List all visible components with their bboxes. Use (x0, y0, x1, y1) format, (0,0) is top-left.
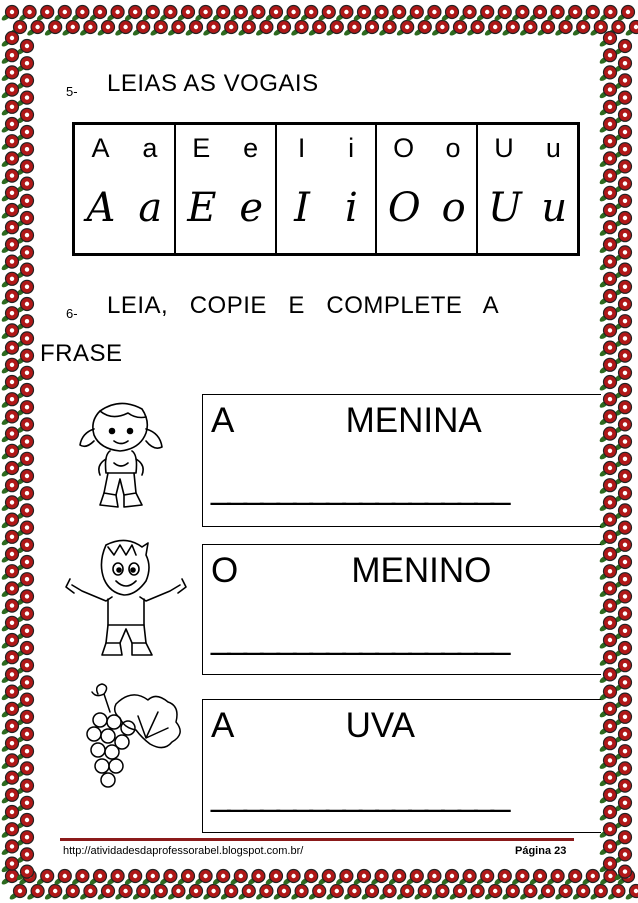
flower-ornament (176, 870, 194, 886)
grapes-drawing (76, 682, 194, 794)
flower-ornament (598, 238, 616, 254)
flower-ornament (132, 21, 150, 37)
flower-ornament (0, 462, 18, 478)
flower-ornament (176, 6, 194, 22)
flower-ornament (546, 6, 564, 22)
flower-ornament (159, 6, 177, 22)
flower-ornament (598, 806, 616, 822)
flower-ornament (598, 221, 616, 237)
flower-ornament (501, 885, 519, 901)
flower-ornament (554, 21, 572, 37)
vowel-cell-i (277, 125, 378, 253)
sentence-text: O MENINO (211, 551, 492, 590)
vowel-cell-e (176, 125, 277, 253)
flower-ornament (0, 444, 18, 460)
flower-ornament (0, 857, 18, 873)
flower-ornament (53, 6, 71, 22)
flower-ornament (581, 870, 599, 886)
flower-border-right (598, 0, 638, 903)
question-6-text-line1: LEIA, COPIE E COMPLETE A (107, 292, 500, 319)
flower-ornament (282, 6, 300, 22)
flower-ornament (0, 324, 18, 340)
flower-ornament (598, 341, 616, 357)
flower-ornament (0, 771, 18, 787)
flower-ornament (431, 885, 449, 901)
flower-ornament (598, 651, 616, 667)
writing-blank[interactable]: __________________ (211, 617, 508, 656)
flower-ornament (272, 21, 290, 37)
flower-ornament (493, 870, 511, 886)
vowel-upper: A (91, 133, 110, 163)
flower-ornament (0, 806, 18, 822)
flower-ornament (0, 479, 18, 495)
flower-ornament (0, 135, 18, 151)
flower-ornament (598, 771, 616, 787)
flower-ornament (229, 870, 247, 886)
flower-ornament (378, 885, 396, 901)
boy-drawing (62, 537, 190, 662)
flower-ornament (0, 393, 18, 409)
flower-ornament (564, 6, 582, 22)
flower-ornament (598, 788, 616, 804)
flower-ornament (370, 6, 388, 22)
flower-ornament (79, 21, 97, 37)
flower-ornament (440, 870, 458, 886)
flower-ornament (61, 885, 79, 901)
flower-ornament (598, 496, 616, 512)
flower-ornament (0, 358, 18, 374)
flower-ornament (598, 100, 616, 116)
flower-ornament (405, 870, 423, 886)
girl-drawing (70, 393, 170, 518)
flower-ornament (581, 6, 599, 22)
flower-ornament (598, 565, 616, 581)
flower-ornament (598, 720, 616, 736)
flower-ornament (255, 885, 273, 901)
flower-ornament (413, 885, 431, 901)
flower-ornament (0, 186, 18, 202)
flower-ornament (0, 582, 18, 598)
flower-ornament (405, 6, 423, 22)
flower-ornament (598, 66, 616, 82)
flower-ornament (598, 358, 616, 374)
flower-ornament (476, 870, 494, 886)
flower-ornament (0, 513, 18, 529)
vowel-cursive-lower: u (541, 185, 568, 231)
flower-ornament (132, 885, 150, 901)
flower-ornament (598, 118, 616, 134)
flower-ornament (317, 870, 335, 886)
flower-ornament (598, 444, 616, 460)
flower-ornament (598, 582, 616, 598)
flower-ornament (572, 885, 590, 901)
flower-ornament (325, 885, 343, 901)
flower-ornament (458, 6, 476, 22)
flower-ornament (466, 21, 484, 37)
flower-ornament (0, 788, 18, 804)
flower-ornament (598, 255, 616, 271)
flower-ornament (202, 885, 220, 901)
page-number: Página 23 (515, 845, 567, 857)
question-5-number: 5- (66, 84, 78, 99)
flower-ornament (546, 870, 564, 886)
flower-ornament (519, 21, 537, 37)
flower-ornament (282, 870, 300, 886)
footer-rule (60, 838, 574, 841)
flower-ornament (511, 6, 529, 22)
flower-ornament (564, 870, 582, 886)
flower-ornament (396, 885, 414, 901)
flower-ornament (598, 530, 616, 546)
flower-ornament (194, 6, 212, 22)
flower-ornament (370, 870, 388, 886)
flower-ornament (598, 307, 616, 323)
flower-ornament (360, 21, 378, 37)
flower-ornament (308, 21, 326, 37)
flower-ornament (598, 427, 616, 443)
vowel-lower: i (348, 133, 355, 163)
flower-ornament (0, 290, 18, 306)
flower-ornament (71, 870, 89, 886)
flower-ornament (0, 427, 18, 443)
flower-ornament (388, 6, 406, 22)
flower-ornament (264, 6, 282, 22)
flower-ornament (247, 870, 265, 886)
flower-border-left (0, 0, 40, 903)
flower-ornament (159, 870, 177, 886)
flower-ornament (598, 49, 616, 65)
flower-ornament (290, 21, 308, 37)
question-6-text-line2: FRASE (40, 340, 123, 367)
vowel-upper: U (494, 133, 514, 163)
flower-ornament (413, 21, 431, 37)
flower-ornament (167, 885, 185, 901)
vowel-lower: o (445, 133, 461, 163)
flower-ornament (598, 754, 616, 770)
flower-ornament (598, 376, 616, 392)
flower-ornament (0, 720, 18, 736)
footer-url[interactable]: http://atividadesdaprofessorabel.blogspot.com.br/ (63, 845, 304, 857)
flower-ornament (71, 6, 89, 22)
flower-ornament (0, 702, 18, 718)
flower-ornament (484, 21, 502, 37)
answer-box-grapes (202, 699, 601, 833)
flower-ornament (0, 376, 18, 392)
flower-ornament (0, 754, 18, 770)
flower-ornament (431, 21, 449, 37)
flower-ornament (255, 21, 273, 37)
flower-ornament (149, 885, 167, 901)
vowel-upper: I (297, 133, 306, 163)
flower-ornament (598, 548, 616, 564)
flower-ornament (0, 100, 18, 116)
flower-ornament (440, 6, 458, 22)
flower-ornament (0, 599, 18, 615)
flower-ornament (458, 870, 476, 886)
question-5-text: LEIAS AS VOGAIS (107, 70, 319, 97)
vowel-cursive-lower: a (138, 185, 163, 231)
flower-ornament (88, 6, 106, 22)
flower-ornament (0, 204, 18, 220)
flower-ornament (493, 6, 511, 22)
flower-ornament (308, 885, 326, 901)
flower-ornament (300, 870, 318, 886)
flower-ornament (598, 32, 616, 48)
flower-ornament (0, 152, 18, 168)
flower-ornament (598, 479, 616, 495)
flower-ornament (44, 885, 62, 901)
flower-ornament (0, 496, 18, 512)
flower-ornament (528, 6, 546, 22)
flower-ornament (300, 6, 318, 22)
writing-blank[interactable]: __________________ (211, 774, 508, 813)
flower-ornament (124, 6, 142, 22)
flower-ornament (0, 634, 18, 650)
flower-ornament (220, 21, 238, 37)
flower-ornament (0, 685, 18, 701)
flower-ornament (212, 6, 230, 22)
vowel-cursive-lower: i (345, 185, 358, 231)
flower-ornament (598, 152, 616, 168)
flower-ornament (536, 885, 554, 901)
flower-ornament (598, 616, 616, 632)
vowel-cell-u (478, 125, 577, 253)
vowel-cursive-upper: O (387, 185, 421, 231)
vowel-lower: u (545, 133, 561, 163)
flower-ornament (598, 634, 616, 650)
flower-ornament (484, 885, 502, 901)
flower-ornament (15, 865, 33, 881)
flower-ornament (598, 324, 616, 340)
flower-ornament (141, 870, 159, 886)
answer-box-boy (202, 544, 601, 675)
flower-ornament (88, 870, 106, 886)
flower-ornament (423, 6, 441, 22)
flower-ornament (229, 6, 247, 22)
flower-ornament (124, 870, 142, 886)
flower-ornament (343, 885, 361, 901)
flower-ornament (0, 410, 18, 426)
flower-ornament (448, 885, 466, 901)
flower-ornament (598, 702, 616, 718)
flower-ornament (598, 393, 616, 409)
flower-border-top (0, 0, 638, 36)
flower-ornament (598, 513, 616, 529)
flower-ornament (572, 21, 590, 37)
flower-ornament (0, 651, 18, 667)
flower-ornament (79, 885, 97, 901)
flower-ornament (264, 870, 282, 886)
sentence-text: A UVA (211, 706, 415, 745)
flower-ornament (0, 840, 18, 856)
flower-ornament (352, 870, 370, 886)
sentence-text: A MENINA (211, 401, 482, 440)
flower-ornament (0, 255, 18, 271)
flower-ornament (0, 565, 18, 581)
flower-ornament (613, 865, 631, 881)
flower-ornament (343, 21, 361, 37)
flower-ornament (114, 21, 132, 37)
flower-ornament (598, 410, 616, 426)
flower-ornament (0, 530, 18, 546)
flower-ornament (598, 668, 616, 684)
flower-ornament (53, 870, 71, 886)
flower-ornament (528, 870, 546, 886)
flower-ornament (194, 870, 212, 886)
writing-blank[interactable]: __________________ (211, 467, 508, 506)
flower-ornament (598, 840, 616, 856)
flower-ornament (466, 885, 484, 901)
flower-ornament (290, 885, 308, 901)
flower-ornament (61, 21, 79, 37)
flower-ornament (536, 21, 554, 37)
flower-ornament (106, 870, 124, 886)
flower-ornament (554, 885, 572, 901)
flower-ornament (0, 32, 18, 48)
flower-ornament (220, 885, 238, 901)
flower-ornament (598, 83, 616, 99)
flower-ornament (44, 21, 62, 37)
flower-ornament (0, 118, 18, 134)
flower-ornament (247, 6, 265, 22)
flower-ornament (598, 272, 616, 288)
flower-ornament (0, 616, 18, 632)
flower-ornament (598, 462, 616, 478)
vowel-cursive-upper: I (294, 185, 310, 231)
flower-ornament (511, 870, 529, 886)
flower-ornament (96, 885, 114, 901)
flower-ornament (0, 221, 18, 237)
flower-ornament (0, 307, 18, 323)
vowel-lower: e (243, 133, 259, 163)
flower-ornament (0, 341, 18, 357)
flower-ornament (272, 885, 290, 901)
flower-ornament (0, 823, 18, 839)
vowel-cursive-upper: U (488, 185, 522, 231)
flower-ornament (141, 6, 159, 22)
flower-ornament (598, 599, 616, 615)
flower-ornament (476, 6, 494, 22)
flower-ornament (335, 870, 353, 886)
flower-ornament (317, 6, 335, 22)
flower-ornament (598, 823, 616, 839)
vowel-lower: a (142, 133, 158, 163)
flower-ornament (167, 21, 185, 37)
flower-ornament (598, 685, 616, 701)
flower-ornament (388, 870, 406, 886)
flower-ornament (0, 548, 18, 564)
flower-ornament (106, 6, 124, 22)
flower-ornament (202, 21, 220, 37)
flower-ornament (184, 21, 202, 37)
vowel-cursive-lower: o (441, 185, 466, 231)
flower-ornament (237, 885, 255, 901)
answer-box-girl (202, 394, 601, 527)
vowel-upper: O (393, 133, 415, 163)
flower-ornament (325, 21, 343, 37)
flower-ornament (598, 204, 616, 220)
flower-ornament (519, 885, 537, 901)
flower-ornament (423, 870, 441, 886)
vowel-upper: E (192, 133, 211, 163)
vowel-cursive-upper: E (187, 185, 217, 231)
flower-ornament (149, 21, 167, 37)
flower-ornament (0, 668, 18, 684)
question-6-number: 6- (66, 306, 78, 321)
flower-ornament (0, 83, 18, 99)
flower-ornament (96, 21, 114, 37)
flower-ornament (598, 290, 616, 306)
flower-ornament (352, 6, 370, 22)
flower-ornament (335, 6, 353, 22)
flower-ornament (212, 870, 230, 886)
vowel-table (72, 122, 580, 256)
vowel-cell-o (377, 125, 478, 253)
flower-ornament (598, 737, 616, 753)
flower-ornament (360, 885, 378, 901)
flower-ornament (0, 737, 18, 753)
flower-ornament (448, 21, 466, 37)
flower-ornament (378, 21, 396, 37)
flower-ornament (0, 66, 18, 82)
flower-ornament (0, 49, 18, 65)
vowel-cell-a (75, 125, 176, 253)
flower-ornament (237, 21, 255, 37)
flower-ornament (0, 272, 18, 288)
flower-ornament (501, 21, 519, 37)
flower-ornament (598, 857, 616, 873)
flower-border-bottom (0, 864, 638, 903)
flower-ornament (396, 21, 414, 37)
flower-ornament (114, 885, 132, 901)
flower-ornament (598, 169, 616, 185)
flower-ornament (598, 186, 616, 202)
vowel-cursive-upper: A (86, 185, 116, 231)
flower-ornament (0, 169, 18, 185)
flower-ornament (184, 885, 202, 901)
flower-ornament (0, 238, 18, 254)
vowel-cursive-lower: e (239, 185, 264, 231)
flower-ornament (598, 135, 616, 151)
